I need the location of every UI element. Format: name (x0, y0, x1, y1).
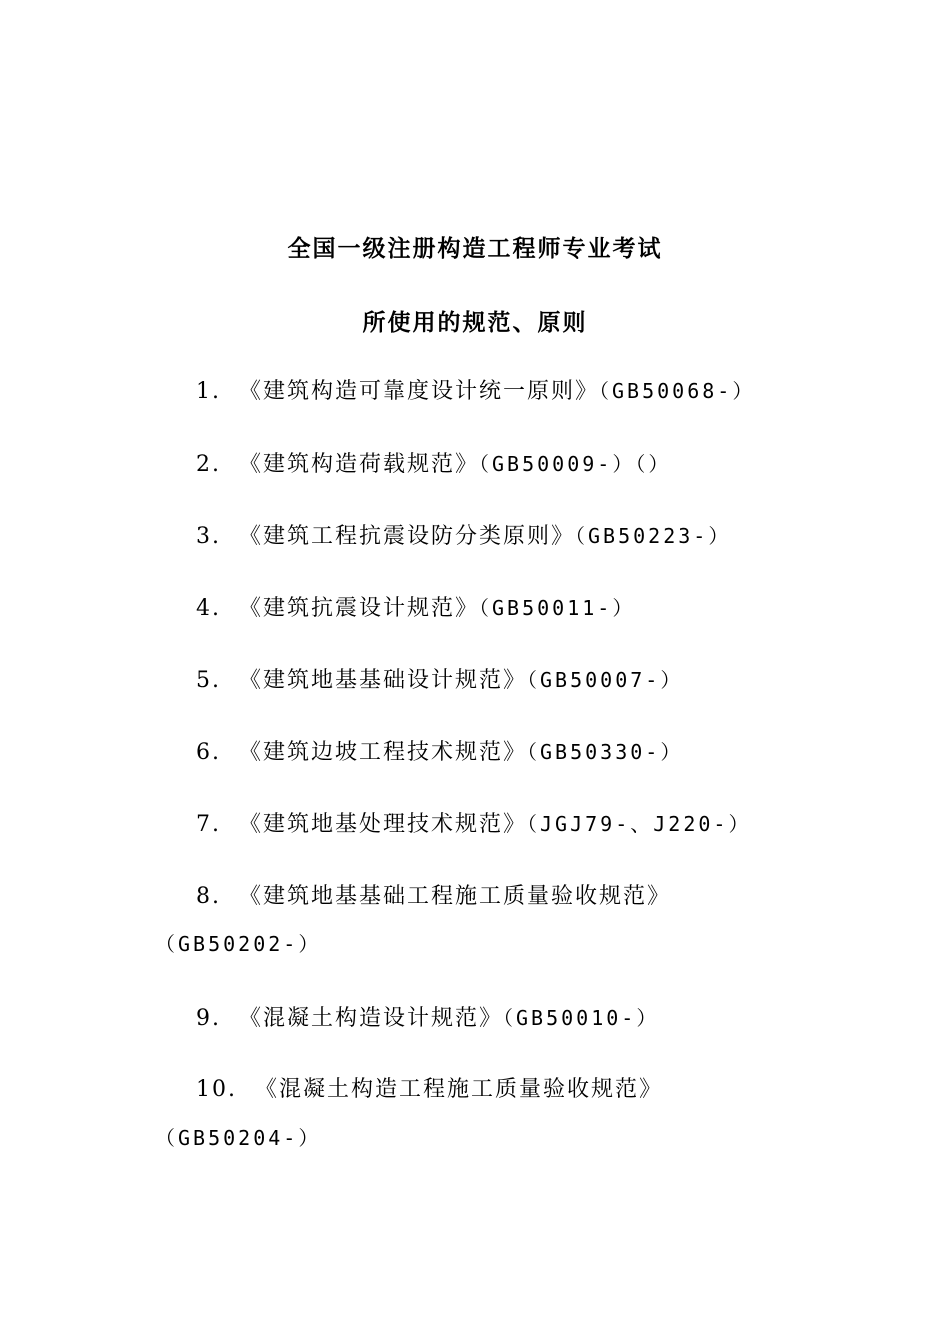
item-title: 《混凝土构造设计规范》 (239, 1006, 504, 1031)
item-title: 《建筑地基基础设计规范》 (239, 668, 528, 693)
item-code: （GB50223-） (575, 524, 732, 548)
list-item (196, 377, 755, 406)
item-code: （GB50068-） (599, 379, 756, 403)
item-number: 6. (196, 740, 221, 765)
list-item (196, 522, 731, 551)
list-item (196, 594, 635, 623)
item-code: （GB50010-） (503, 1006, 660, 1030)
item-title: 《建筑地基处理技术规范》 (239, 812, 528, 837)
item-title: 《建筑抗震设计规范》 (239, 596, 480, 621)
item-title: 《混凝土构造工程施工质量验收规范》 (255, 1077, 664, 1102)
document-subtitle: 所使用的规范、原则 (362, 309, 588, 336)
item-number: 10. (196, 1077, 237, 1102)
list-item (196, 883, 671, 911)
item-code: （GB50011-） (479, 596, 636, 620)
list-item (196, 1076, 663, 1104)
list-item (196, 450, 671, 479)
item-number: 2. (196, 452, 221, 477)
item-title: 《建筑构造可靠度设计统一原则》 (239, 379, 600, 404)
item-number: 3. (196, 524, 221, 549)
item-title: 《建筑边坡工程技术规范》 (239, 740, 528, 765)
item-code: （GB50202-） (155, 932, 322, 956)
item-code: （GB50009-）（） (479, 452, 672, 476)
list-item (196, 810, 751, 839)
list-item (196, 666, 683, 695)
item-code: （GB50007-） (527, 668, 684, 692)
item-title: 《建筑构造荷载规范》 (239, 452, 480, 477)
document-title: 全国一级注册构造工程师专业考试 (287, 235, 663, 262)
item-title: 《建筑工程抗震设防分类原则》 (239, 524, 576, 549)
item-code: （JGJ79-、J220-） (527, 812, 752, 836)
item-number: 5. (196, 668, 221, 693)
list-item (196, 738, 683, 767)
item-code: （GB50330-） (527, 740, 684, 764)
item-title: 《建筑地基基础工程施工质量验收规范》 (239, 884, 672, 909)
item-number: 1. (196, 379, 221, 404)
item-number: 4. (196, 596, 221, 621)
item-number: 9. (196, 1006, 221, 1031)
item-code: （GB50204-） (155, 1126, 322, 1150)
item-number: 8. (196, 884, 221, 909)
list-item (196, 1004, 659, 1033)
item-number: 7. (196, 812, 221, 837)
